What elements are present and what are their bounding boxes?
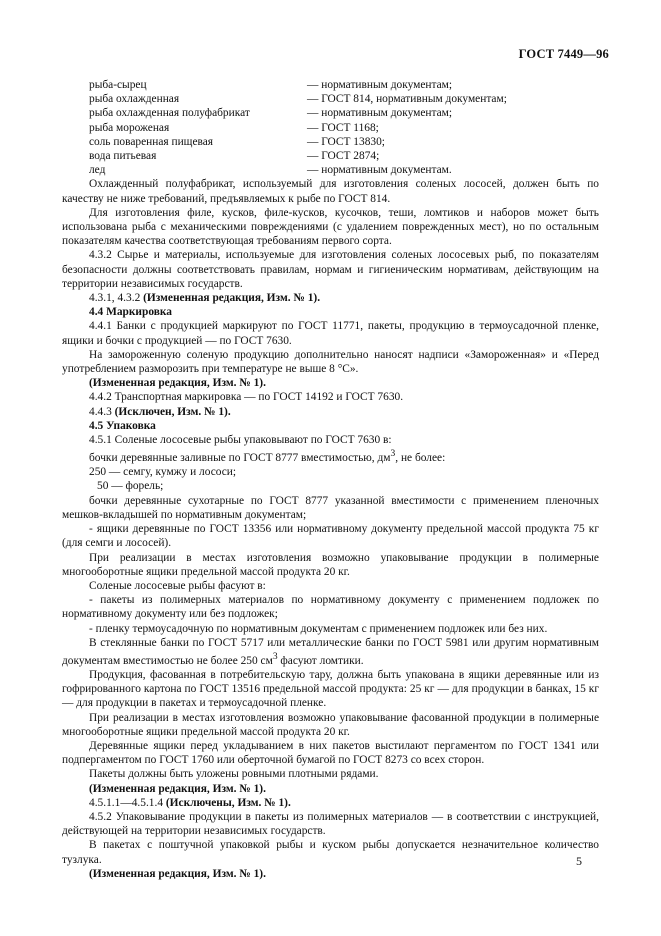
- document-body: [62, 78, 599, 881]
- page-number: 5: [576, 854, 582, 868]
- paragraph: 4.4.2 Транспортная маркировка — по ГОСТ 14192 и ГОСТ 7630.: [89, 391, 404, 404]
- paragraph: В стеклянные банки по ГОСТ 5717 или металлические банки по ГОСТ 5981 или другим нормативным документам вместимостью не более 250 $см^3$ фасуют ломтики.: [62, 636, 599, 667]
- section-heading-packaging: 4.5 Упаковка: [89, 419, 156, 432]
- paragraph: При реализации в местах изготовления возможно упаковывание фасованной продукции в полимерные многооборотные ящики предельной массой продукта 20 кг.: [62, 711, 599, 738]
- list-item: соль поваренная пищевая — ГОСТ 13830;: [89, 135, 385, 148]
- list-item: рыба охлажденная — ГОСТ 814, нормативным документам;: [89, 93, 507, 106]
- raw-materials-list: [89, 78, 507, 177]
- amendment-note: 4.4.3 (Исключен, Изм. № 1).: [89, 405, 231, 418]
- paragraph: Охлажденный полуфабрикат, используемый для изготовления соленых лососей, должен быть по качеству не ниже требований, предъявляемых к рыбе по ГОСТ 814.: [62, 178, 599, 205]
- amendment-note: (Измененная редакция, Изм. № 1).: [89, 867, 266, 880]
- paragraph: 50 — форель;: [97, 480, 164, 493]
- paragraph: бочки деревянные заливные по ГОСТ 8777 вместимостью, $дм^3$, не более:: [89, 449, 446, 465]
- paragraph: На замороженную соленую продукцию дополнительно наносят надписи «Замороженная» и «Перед употреблением разморозить при температуре не выше 8 °С».: [62, 348, 599, 376]
- amendment-note: (Измененная редакция, Изм. № 1).: [89, 782, 266, 795]
- section-heading-marking: 4.4 Маркировка: [89, 306, 172, 319]
- document-header-id: ГОСТ 7449—96: [518, 47, 609, 61]
- paragraph: 4.5.1 Соленые лососевые рыбы упаковывают по ГОСТ 7630 в:: [89, 434, 392, 447]
- amendment-note: 4.3.1, 4.3.2 (Измененная редакция, Изм. № 1).: [89, 292, 321, 305]
- paragraph: - пакеты из полимерных материалов по нормативному документу с применением подложек по нормативному документу или без подложек;: [62, 594, 599, 621]
- list-item: рыба-сырец — нормативным документам;: [89, 79, 453, 91]
- paragraph: 4.4.1 Банки с продукцией маркируют по ГОСТ 11771, пакеты, продукцию в термоусадочной пленке, ящики и бочки с продукцией — по ГОСТ 7630.: [62, 320, 599, 347]
- paragraph: В пакетах с поштучной упаковкой рыбы и куском рыбы допускается незначительное количество тузлука.: [62, 839, 599, 866]
- list-item: рыба охлажденная полуфабрикат — нормативным документам;: [89, 107, 453, 120]
- paragraph: Для изготовления филе, кусков, филе-кусков, кусочков, теши, ломтиков и наборов может быть использована рыба с механическими повреждениями (с удалением поврежденных мест), но по остальным показателям качества соответствующая требованиям первого сорта.: [62, 206, 599, 248]
- paragraph: 250 — семгу, кумжу и лососи;: [89, 466, 237, 479]
- paragraph: При реализации в местах изготовления возможно упаковывание продукции в полимерные многооборотные ящики предельной массой продукта 20 кг.: [62, 551, 599, 578]
- list-item: рыба мороженая — ГОСТ 1168;: [89, 121, 379, 134]
- paragraph: бочки деревянные сухотарные по ГОСТ 8777 указанной вместимости с применением пленочных мешков-вкладышей по нормативным документам;: [62, 494, 599, 521]
- paragraph: - ящики деревянные по ГОСТ 13356 или нормативному документу предельной массой продукта 75 кг (для семги и лососей).: [62, 523, 599, 550]
- list-item: лед — нормативным документам.: [89, 164, 452, 177]
- amendment-note: (Измененная редакция, Изм. № 1).: [89, 377, 266, 390]
- list-item: вода питьевая — ГОСТ 2874;: [89, 150, 380, 163]
- paragraph: - пленку термоусадочную по нормативным документам с применением подложек или без них.: [89, 622, 548, 635]
- paragraph: Соленые лососевые рыбы фасуют в:: [89, 579, 266, 592]
- paragraph: Деревянные ящики перед укладыванием в них пакетов выстилают пергаментом по ГОСТ 1341 или подпергаментом по ГОСТ 1760 или оберточной бумагой по ГОСТ 8273 со всех сторон.: [62, 739, 599, 767]
- paragraph: 4.3.2 Сырье и материалы, используемые для изготовления соленых лососевых рыб, по показателям безопасности должны соответствовать правилам, нормам и гигиеническим нормативам, действующим на территории независимых государств.: [62, 249, 599, 290]
- paragraph: Продукция, фасованная в потребительскую тару, должна быть упакована в ящики деревянные или из гофрированного картона по ГОСТ 13516 предельной массой продукта: 25 кг — для продукции в банках, 15 кг — для продукции в пакетах и термоусадочной пленке.: [62, 668, 599, 710]
- amendment-note: 4.5.1.1—4.5.1.4 (Исключены, Изм. № 1).: [89, 796, 291, 809]
- paragraph: Пакеты должны быть уложены ровными плотными рядами.: [89, 768, 379, 781]
- paragraph: 4.5.2 Упаковывание продукции в пакеты из полимерных материалов — в соответствии с инструкцией, действующей на территории независимых государств.: [62, 810, 599, 838]
